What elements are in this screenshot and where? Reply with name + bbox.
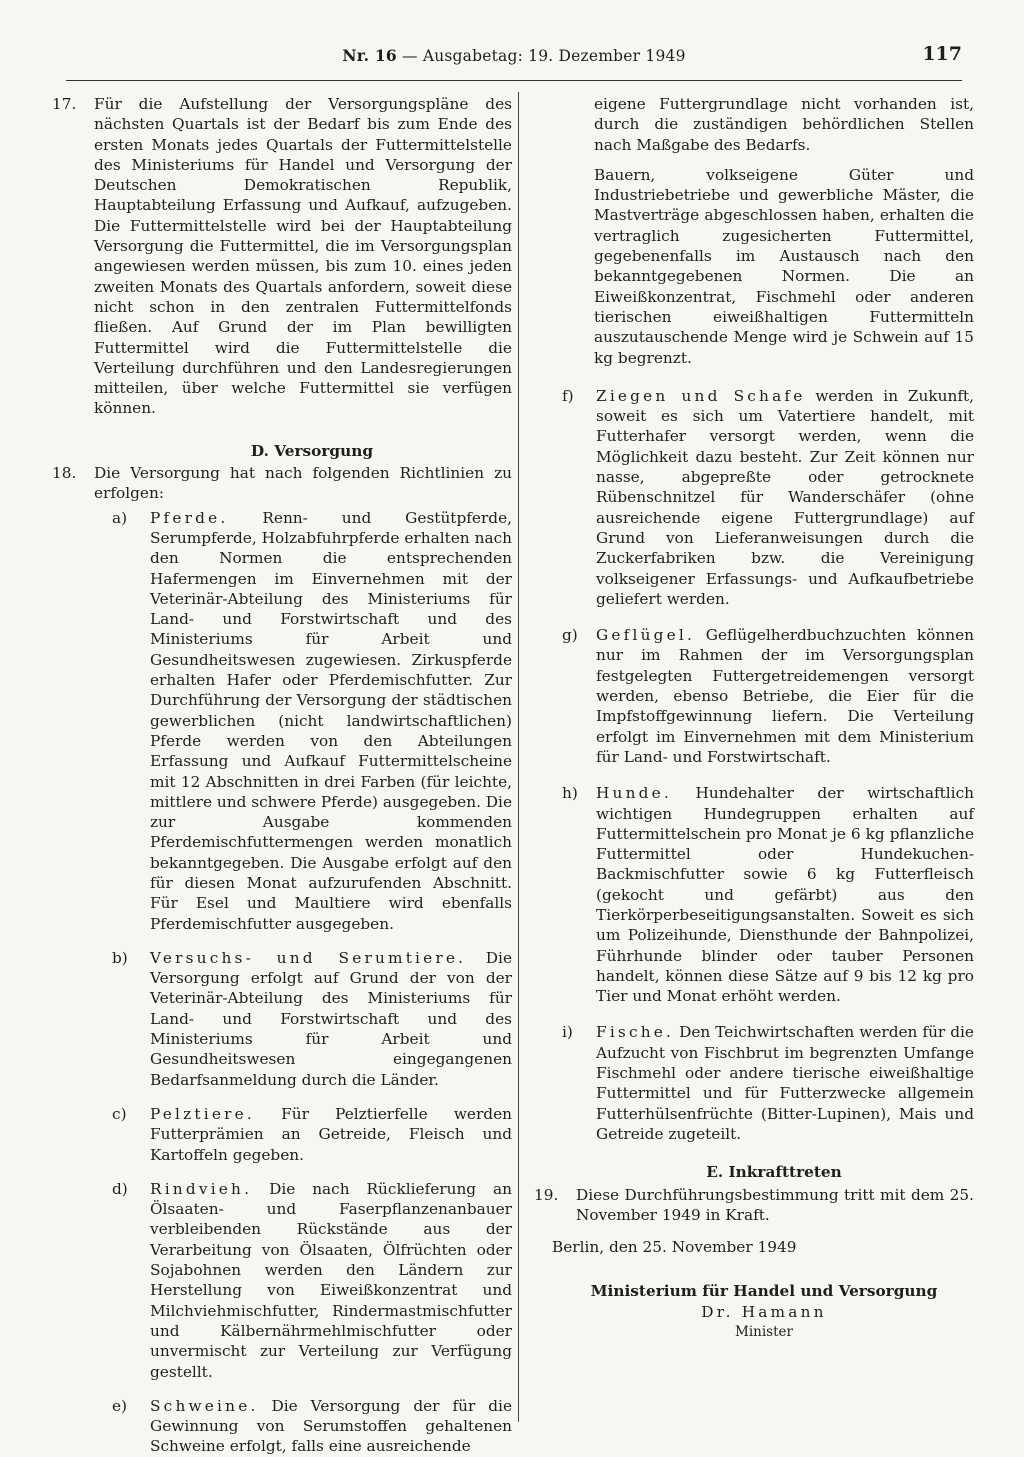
subitem-e: [52, 1396, 512, 1457]
column-divider: [518, 92, 519, 1422]
item-number: 19.: [534, 1185, 559, 1204]
subitem-letter: c): [112, 1104, 127, 1123]
item-text: Für die Aufstellung der Versorgungspläne des nächsten Quartals ist der Bedarf bis zum Ende des ersten Monats jedes Quartals der Futtermittelstelle des Ministeriums für Handel und Versorgung der Deutschen Demokratischen Republik, Hauptabteilung Erfassung und Aufkauf, aufzugeben. Die Futtermittelstelle wird bei der Hauptabteilung Versorgung die Futtermittel, die im Versorgungsplan angewiesen werden müssen, bis zum 10. eines jeden zweiten Monats des Quartals anfordern, soweit diese nicht schon in den zentralen Futtermittelfonds fließen. Auf Grund der im Plan bewilligten Futtermittel wird die Futtermittelstelle die Verteilung durchführen und den Landesregierungen mitteilen, über welche Futtermittel sie verfügen können.: [94, 95, 512, 418]
subitem-letter: g): [562, 626, 578, 645]
subitem-b: [52, 948, 512, 1090]
item-17: [52, 94, 512, 419]
subitem-term: Pelztiere.: [150, 1104, 255, 1123]
subitem-e-paragraph-2: Bauern, volkseigene Güter und Industriebetriebe und gewerbliche Mäster, die Mastverträge abgeschlossen haben, erhalten die vertraglich zugesicherten Futtermittel, gegebenenfalls im Austausch nach den bekanntgegebenen Normen. Die an Eiweißkonzentrat, Fischmehl oder anderen tierischen eiweißhaltigen Futtermitteln auszutauschende Menge wird je Schwein auf 15 kg begrenzt.: [594, 165, 974, 367]
subitem-h: [534, 783, 974, 1006]
left-column: [52, 94, 512, 1457]
page-header: [66, 43, 962, 81]
place-and-date: Berlin, den 25. November 1949: [552, 1238, 797, 1257]
subitem-text: Die nach Rücklieferung an Ölsaaten- und Faserpflanzenanbauer verbleibenden Rückstände aus der Verarbeitung von Ölsaaten, Ölfrüchten oder Sojabohnen werden den Ländern zur Herstellung von Eiweißkonzentrat und Milchviehmischfutter, Rindermastmischfutter und Kälbernährmehlmischfutter oder unvermischt zur Verteilung zur Verfügung gestellt.: [150, 1179, 512, 1381]
subitem-letter: d): [112, 1179, 128, 1198]
subitem-text: Die Versorgung erfolgt auf Grund der von der Veterinär-Abteilung des Ministeriums für Land- und Forstwirtschaft und des Ministeriums für Arbeit und Gesundheitswesen eingegangenen Bedarfsanmeldung durch die Länder.: [150, 948, 512, 1089]
signer-name: Dr. Hamann: [701, 1302, 827, 1321]
subitem-text: Die Versorgung der für die Gewinnung von Serumstoffen gehaltenen Schweine erfolgt, falls eine ausreichende: [150, 1396, 512, 1456]
issue-number: Nr. 16: [342, 46, 397, 65]
subitem-term: Geflügel.: [596, 626, 696, 645]
section-heading-d: D. Versorgung: [250, 441, 374, 460]
subitem-term: Ziegen und Schafe: [596, 386, 806, 405]
item-number: 17.: [52, 95, 77, 113]
subitem-term: Hunde.: [596, 784, 672, 803]
subitem-e-continued: eigene Futtergrundlage nicht vorhanden ist, durch die zuständigen behördlichen Stellen nach Maßgabe des Bedarfs.: [594, 95, 974, 154]
subitem-term: Fische.: [596, 1023, 675, 1042]
subitem-text: Renn- und Gestütpferde, Serumpferde, Holzabfuhrpferde erhalten nach den Normen die entsprechenden Hafermengen im Einvernehmen mit der Veterinär-Abteilung des Ministeriums für Land- und Forstwirtschaft und des Ministeriums für Arbeit und Gesundheitswesen zugewiesen. Zirkuspferde erhalten Hafer oder Pferdemischfutter. Zur Durchführung der Versorgung der städtischen gewerblichen (nicht landwirtschaftlichen) Pferde werden von den Abteilungen Erfassung und Aufkauf Futtermittelscheine mit 12 Abschnitten in drei Farben (für leichte, mittlere und schwere Pferde) ausgegeben. Die zur Ausgabe kommenden Pferdemischfuttermengen werden monatlich bekanntgegeben. Die Ausgabe erfolgt auf den für diesen Monat aufzurufenden Abschnitt. Für Esel und Maultiere wird ebenfalls Pferdemischfutter ausgegeben.: [150, 508, 513, 933]
subitem-term: Versuchs- und Serumtiere.: [150, 948, 467, 967]
subitem-d: [52, 1179, 512, 1382]
subitem-text: Geflügelherdbuchzuchten können nur im Rahmen der im Versorgungsplan festgelegten Futtergetreidemengen versorgt werden, ebenso Betriebe, die Eier für die Impfstoffgewinnung liefern. Die Verteilung erfolgt im Einvernehmen mit dem Ministerium für Land- und Forstwirtschaft.: [596, 626, 974, 766]
item-number: 18.: [52, 464, 77, 483]
subitem-term: Pferde.: [150, 508, 229, 527]
item-18: [52, 463, 512, 504]
subitem-g: [534, 625, 974, 767]
signer-title: Minister: [735, 1324, 793, 1341]
issue-date: Ausgabetag: 19. Dezember 1949: [422, 47, 686, 65]
subitem-f: [534, 386, 974, 609]
subitem-text: Für Pelztierfelle werden Futterprämien an Getreide, Fleisch und Kartoffeln gegeben.: [150, 1104, 512, 1164]
ministry-name: Ministerium für Handel und Versorgung: [590, 1282, 938, 1301]
subitem-a: [52, 508, 512, 934]
header-issue-line: [66, 46, 962, 65]
subitem-text: Den Teichwirtschaften werden für die Aufzucht von Fischbrut im begrenzten Umfange Fischmehl oder andere tierische eiweißhaltige Futtermittel und für Futterzwecke allgemein Futterhülsenfrüchte (Bitter-Lupinen), Mais und Getreide zugeteilt.: [596, 1023, 974, 1143]
item-text: Die Versorgung hat nach folgenden Richtlinien zu erfolgen:: [94, 464, 512, 503]
subitem-letter: f): [562, 386, 574, 405]
subitem-i: [534, 1022, 974, 1144]
subitem-term: Rindvieh.: [150, 1179, 253, 1198]
item-text: Diese Durchführungsbestimmung tritt mit dem 25. November 1949 in Kraft.: [576, 1185, 974, 1224]
subitem-letter: h): [562, 784, 578, 803]
subitem-term: Schweine.: [150, 1396, 259, 1415]
subitem-c: [52, 1104, 512, 1165]
subitem-letter: i): [562, 1023, 573, 1042]
page-number: 117: [922, 43, 962, 65]
subitem-text: werden in Zukunft, soweit es sich um Vatertiere handelt, mit Futterhafer versorgt werden, wenn die Möglichkeit dazu besteht. Zur Zeit können nur nasse, abgepreßte oder getrocknete Rübenschnitzel für Wanderschäfer (ohne ausreichende eigene Futtergrundlage) auf Grund von Lieferanweisungen durch die Zuckerfabriken bzw. die Vereinigung volkseigener Erfassungs- und Aufkaufbetriebe geliefert werden.: [596, 386, 974, 608]
item-19: [534, 1185, 974, 1226]
subitem-letter: b): [112, 948, 128, 967]
header-dash: —: [401, 47, 418, 65]
right-column: [534, 94, 974, 1342]
subitem-text: Hundehalter der wirtschaftlich wichtigen Hundegruppen erhalten auf Futtermittelschein pro Monat je 6 kg pflanzliche Futtermittel oder Hundekuchen-Backmischfutter sowie 6 kg Futterfleisch (gekocht und gefärbt) aus den Tierkörperbeseitigungsanstalten. Soweit es sich um Polizeihunde, Diensthunde der Bahnpolizei, Führhunde blinder oder tauber Personen handelt, können diese Sätze auf 9 bis 12 kg pro Tier und Monat erhöht werden.: [596, 784, 974, 1006]
section-heading-e: E. Inkrafttreten: [706, 1163, 842, 1182]
subitem-letter: e): [112, 1396, 128, 1415]
subitem-letter: a): [112, 508, 128, 527]
